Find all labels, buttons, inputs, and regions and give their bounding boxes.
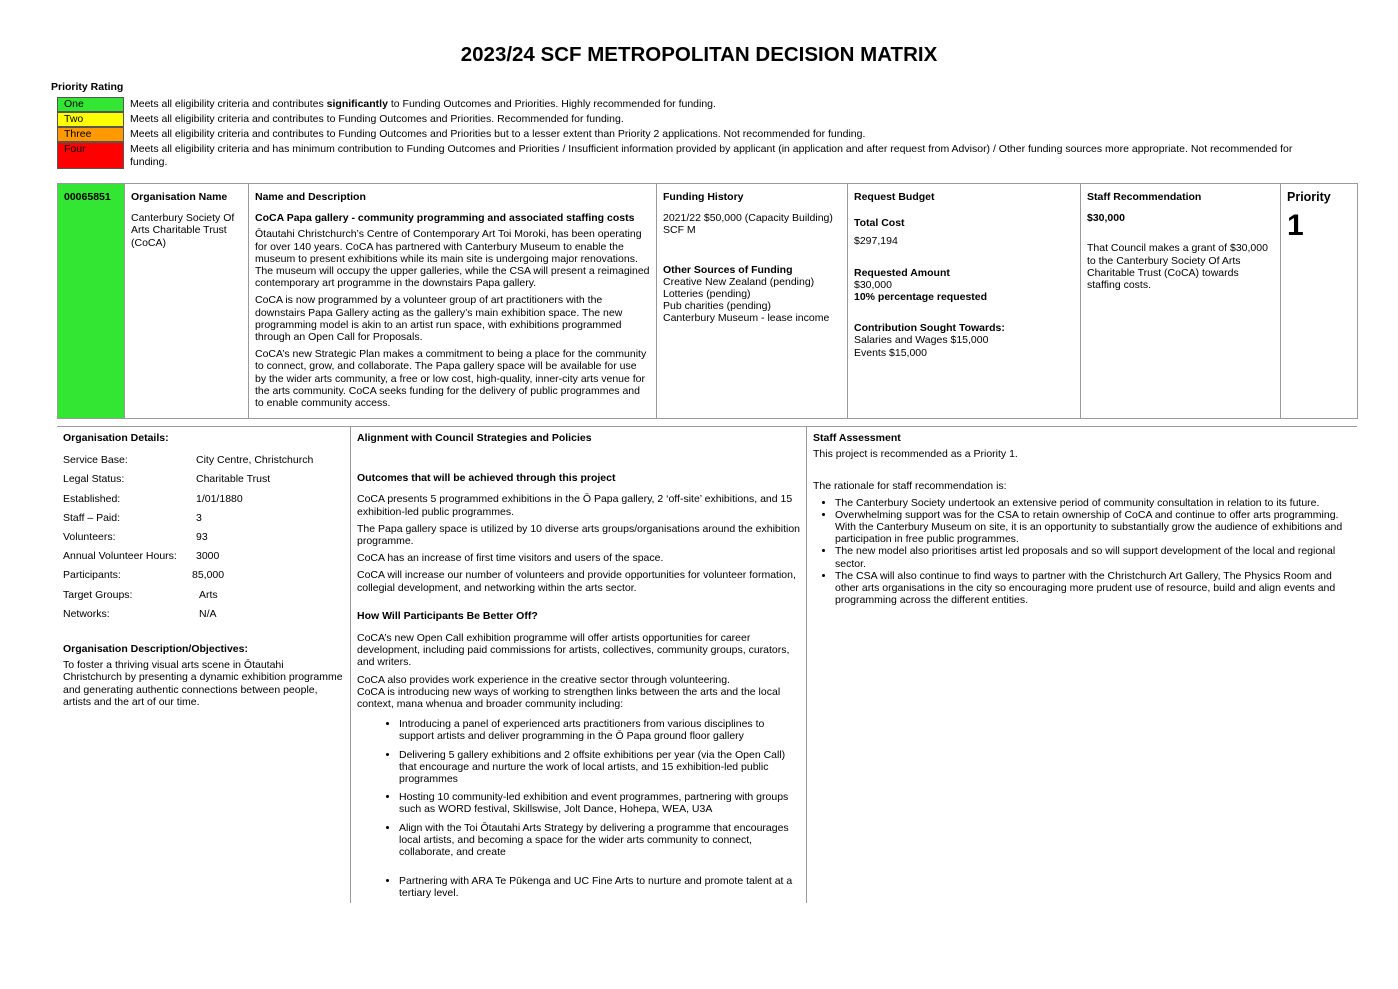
staff-recommendation-amount: $30,000 [1087,212,1125,225]
detail-value: 85,000 [192,569,225,582]
detail-row [63,589,345,608]
detail-label: Participants: [63,569,121,582]
list-item: • The Canterbury Society undertook an extensive period of community consultation in relation to its future. [835,497,1353,509]
list-item: • The CSA will also continue to find ways to partner with the Christchurch Art Gallery, The Physics Room and other arts organisations in the city so encouraging more prudent use of resource, build and align events and programming across the different entities. [835,570,1353,607]
total-cost-label: Total Cost [854,217,905,230]
application-id-cell [58,184,125,419]
detail-row [63,473,345,492]
outcome-item: CoCA presents 5 programmed exhibitions in the Ō Papa gallery, 2 ‘off-site’ exhibitions, and 15 exhibition-led public programmes. [357,493,793,518]
detail-row [63,493,345,512]
detail-row [63,454,345,473]
staff-recommendation-cell [1081,184,1281,419]
organisation-name: Canterbury Society Of Arts Charitable Trust (CoCA) [131,212,235,249]
detail-value: Charitable Trust [196,473,271,486]
list-item: • Delivering 5 gallery exhibitions and 2 offsite exhibitions per year (via the Open Call) that encourage and nurture the work of local artists, and 15 exhibition-led public programmes [399,749,801,786]
outcomes-heading: Outcomes that will be achieved through this project [357,472,616,485]
detail-row [63,569,345,588]
priority-text-two: Meets all eligibility criteria and contributes to Funding Outcomes and Priorities. Recommended for funding. [130,113,624,125]
detail-value: 3 [196,511,202,524]
funding-history: 2021/22 $50,000 (Capacity Building) SCF M [663,212,833,237]
priority-value: 1 [1287,209,1304,243]
better-off-list [357,718,801,899]
detail-label: Established: [63,492,121,505]
organisation-name-cell [125,184,249,419]
priority-rating-heading: Priority Rating [51,81,124,93]
better-off-paragraph: CoCA also provides work experience in the creative sector through volunteering. [357,673,730,686]
percent-requested: 10% percentage requested [854,291,988,304]
other-source-item: Canterbury Museum - lease income [663,312,830,325]
outcome-item: CoCA will increase our number of volunteers and provide opportunities for volunteer formation, collegial development, and networking within the arts sector. [357,569,796,594]
priority-legend-row-two [57,112,1317,127]
priority-text-one-bold: significantly [326,98,388,110]
priority-swatch-three: Three [57,127,124,142]
alignment-section [357,432,801,906]
priority-swatch-one: One [57,97,124,112]
detail-value: 1/01/1880 [196,492,243,505]
other-source-item: Pub charities (pending) [663,300,771,313]
detail-row [63,531,345,550]
description-paragraph: CoCA’s new Strategic Plan makes a commitment to being a place for the community to connect, grow, and collaborate. The Papa gallery space will be available for use by the wider arts community, a free or low cost, high-quality, inner-city arts venue for the arts community. CoCA seeks funding for the delivery of public programmes and to enable community access. [255,348,647,410]
detail-value: City Centre, Christchurch [196,454,314,467]
list-item: • Introducing a panel of experienced arts practitioners from various disciplines to support artists and deliver programming in the Ō Papa ground floor gallery [399,718,801,742]
total-cost-value: $297,194 [854,235,898,248]
rationale-list [813,497,1353,607]
priority-swatch-two: Two [57,112,124,127]
page-title: 2023/24 SCF METROPOLITAN DECISION MATRIX [460,43,938,66]
description-header: Name and Description [255,191,366,203]
detail-row [63,550,345,569]
better-off-heading: How Will Participants Be Better Off? [357,609,538,622]
other-source-item: Lotteries (pending) [663,288,751,301]
detail-row [63,608,345,627]
organisation-name-header: Organisation Name [131,191,228,203]
priority-legend-row-four [57,142,1317,169]
requested-amount-value: $30,000 [854,278,892,291]
better-off-paragraph: CoCA is introducing new ways of working to strengthen links between the arts and the local context, mana whenua and broader community including: [357,685,781,711]
other-source-item: Creative New Zealand (pending) [663,275,815,288]
outcome-item: The Papa gallery space is utilized by 10 diverse arts groups/organisations around the exhibition programme. [357,522,801,548]
alignment-heading: Alignment with Council Strategies and Policies [357,432,592,444]
detail-value: Arts [199,588,218,601]
staff-assessment-heading: Staff Assessment [813,432,901,444]
list-item: • The new model also prioritises artist led proposals and so will support development of the local and regional sector. [835,545,1353,569]
priority-cell [1281,184,1358,419]
detail-label: Volunteers: [63,530,116,543]
list-item: • Overwhelming support was for the CSA to retain ownership of CoCA and continue to offer arts programming. With the Canterbury Museum on site, it is an opportunity to substantially grow the audience of exhibitions and participation in free public programmes. [835,509,1353,546]
column-divider [350,427,351,903]
list-item: • Hosting 10 community-led exhibition and event programmes, partnering with groups such as WORD festival, Skillswise, Jolt Dance, Hohepa, WEA, U3A [399,791,801,815]
request-budget-cell [848,184,1081,419]
list-item: • Partnering with ARA Te Pūkenga and UC Fine Arts to nurture and promote talent at a tertiary level. [399,875,801,899]
objectives-heading: Organisation Description/Objectives: [63,642,248,655]
detail-label: Annual Volunteer Hours: [63,550,177,563]
detail-value: 93 [196,530,208,543]
detail-value: N/A [199,607,217,620]
priority-text-three: Meets all eligibility criteria and contributes to Funding Outcomes and Priorities but to a lesser extent than Priority 2 applications. Not recommended for funding. [130,128,866,140]
other-sources-header: Other Sources of Funding [663,263,793,276]
detail-label: Service Base: [63,454,128,467]
staff-assessment-section [813,432,1353,606]
detail-value: 3000 [196,550,220,563]
priority-text-four: Meets all eligibility criteria and has minimum contribution to Funding Outcomes and Priorities / Insufficient information provided by applicant (in application and after request from Advisor) / Other funding sources more appropriate. Not recommended for funding. [130,143,1293,168]
detail-label: Legal Status: [63,473,125,486]
funding-history-header: Funding History [663,191,744,203]
detail-label: Networks: [63,607,110,620]
staff-recommendation-text: That Council makes a grant of $30,000 to the Canterbury Society Of Arts Charitable Trust (CoCA) towards staffing costs. [1087,242,1268,292]
priority-swatch-four: Four [57,142,124,169]
priority-text-one-post: to Funding Outcomes and Priorities. Highly recommended for funding. [387,98,716,110]
section-divider [57,426,1357,427]
organisation-details-section [63,432,345,708]
staff-recommendation-header: Staff Recommendation [1087,191,1202,203]
objectives-text: To foster a thriving visual arts scene in Ōtautahi Christchurch by presenting a dynamic exhibition programme and generating authentic connections between people, artists and the art of our time. [63,659,343,708]
contribution-item: Salaries and Wages $15,000 [854,334,989,347]
description-paragraph: Ōtautahi Christchurch’s Centre of Contemporary Art Toi Moroki, has been operating for over 140 years. CoCA has partnered with Canterbury Museum to enable the museum to present exhibitions while its main site is undergoing major renovations. The museum will occupy the upper galleries, while the CSA will present a reimagined contemporary art programme in the downstairs Papa gallery. [255,228,650,290]
priority-text-one-pre: Meets all eligibility criteria and contributes [130,98,327,110]
column-divider [806,427,807,903]
project-title: CoCA Papa gallery - community programming and associated staffing costs [255,212,635,225]
application-table [57,183,1358,419]
funding-history-cell [657,184,848,419]
list-item: • Align with the Toi Ōtautahi Arts Strategy by delivering a programme that encourages local artists, and becoming a space for the wider arts community to connect, collaborate, and create [399,822,801,859]
organisation-details-heading: Organisation Details: [63,432,169,444]
rationale-intro: The rationale for staff recommendation is: [813,480,1007,493]
priority-header: Priority [1287,190,1331,204]
application-id: 00065851 [64,191,111,203]
better-off-paragraph: CoCA’s new Open Call exhibition programme will offer artists opportunities for career development, including paid commissions for artists, collectives, community groups, curators, and writers. [357,632,790,669]
organisation-details-list [63,454,345,627]
priority-legend-row-three [57,127,1317,142]
detail-row [63,512,345,531]
requested-amount-label: Requested Amount [854,266,950,279]
detail-label: Target Groups: [63,588,133,601]
contribution-label: Contribution Sought Towards: [854,322,1005,335]
priority-legend [57,97,1317,169]
outcome-item: CoCA has an increase of first time visitors and users of the space. [357,552,664,565]
description-paragraph: CoCA is now programmed by a volunteer group of art practitioners with the downstairs Papa Gallery acting as the gallery’s main exhibition space. The new programming model is akin to an artist run space, with exhibitions programmed through an Open Call for Proposals. [255,294,623,344]
priority-text-one [130,97,716,111]
detail-label: Staff – Paid: [63,511,121,524]
priority-legend-row-one [57,97,1317,112]
request-budget-header: Request Budget [854,191,935,203]
staff-assessment-summary: This project is recommended as a Priority 1. [813,448,1018,461]
contribution-item: Events $15,000 [854,346,927,359]
description-cell [249,184,657,419]
